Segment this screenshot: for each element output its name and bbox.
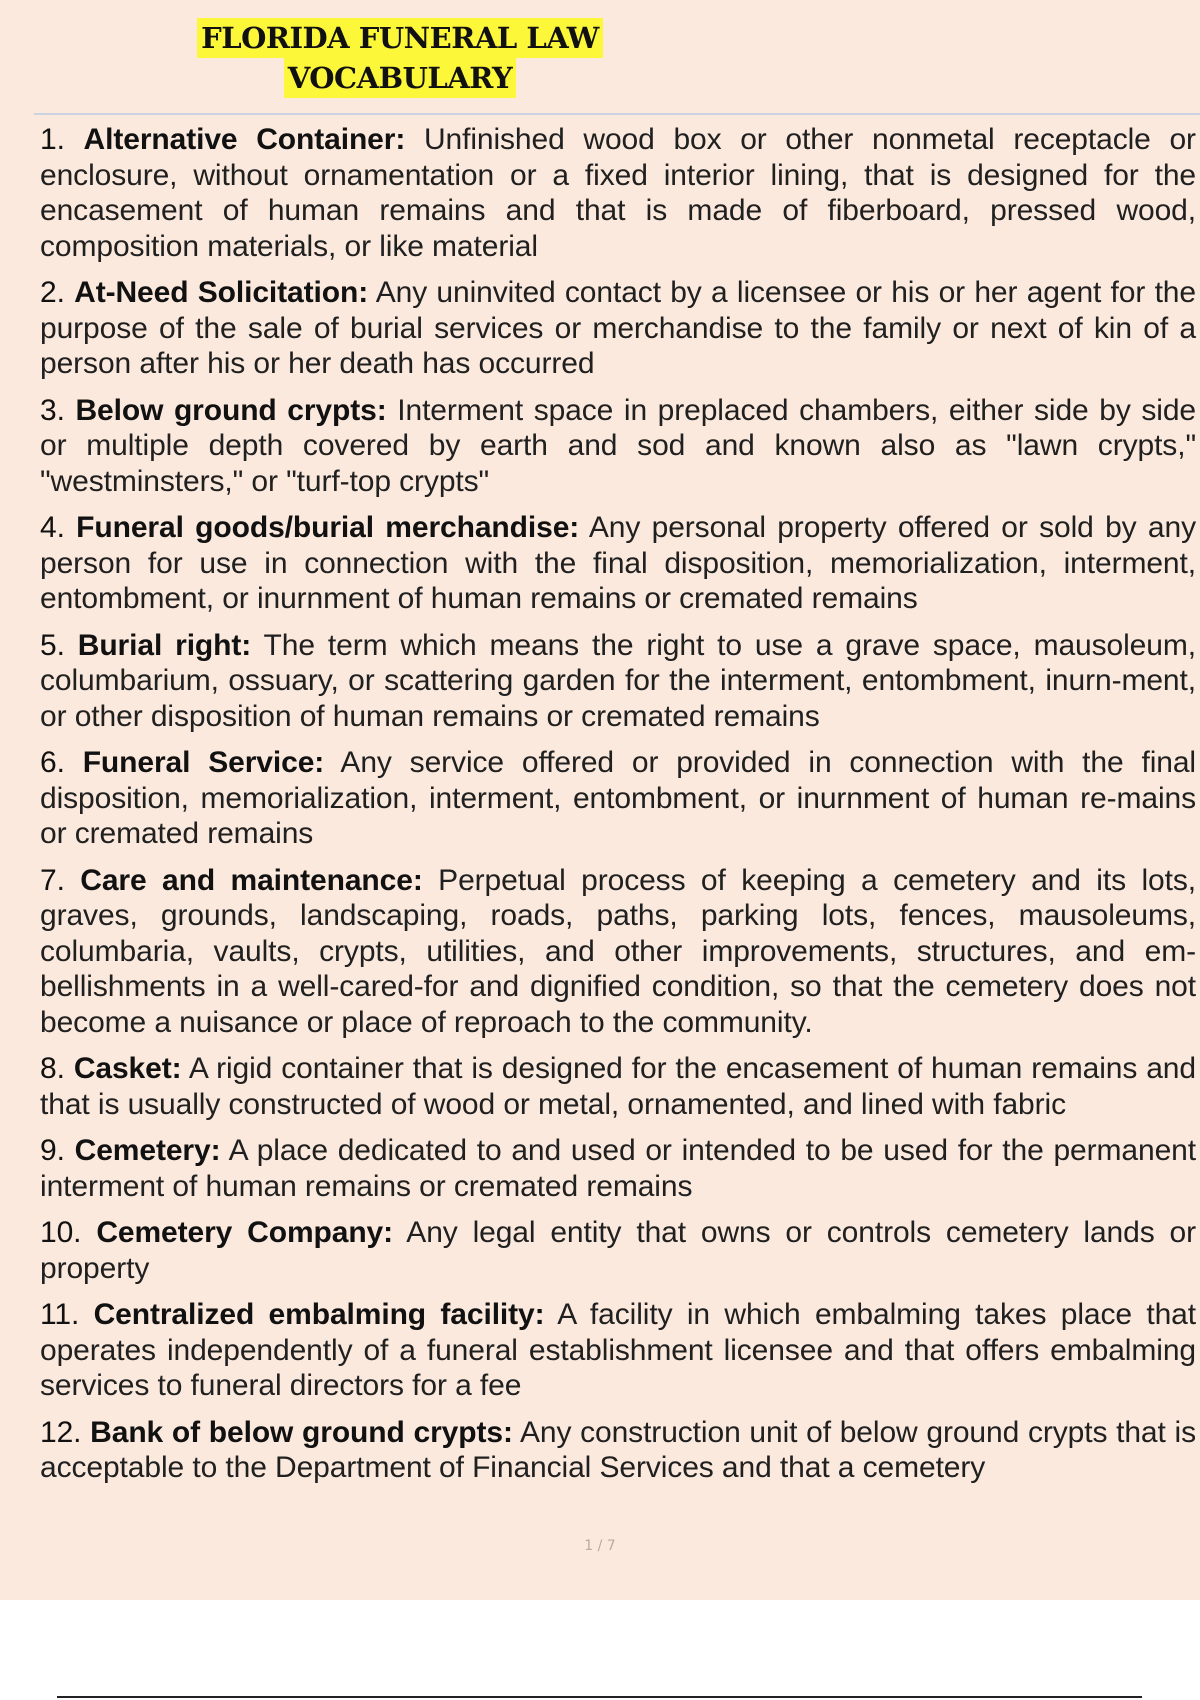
entry-term: Centralized embalming facility: [93, 1298, 545, 1331]
entry-term: Bank of below ground crypts: [90, 1415, 513, 1449]
entry-definition: A rigid container that is designed for the encasement of human remains and that is usually constructed of wood or metal, ornamented, and lined with fabric [40, 1052, 1196, 1121]
entry-definition: Perpetual process of keeping a cemetery and its lots, graves, grounds, landscaping, roads, paths, parking lots, fences, mausoleums, columbaria, vaults, crypts, utilities, and other improvements, structures, and em-bellishments in a well-cared-for and dignified condition, so that the cemetery does not become a nuisance or place of reproach to the community. [40, 863, 1196, 1039]
entry-number: 2. [40, 276, 65, 309]
entry-number: 9. [40, 1134, 65, 1167]
entry-definition: Any personal property offered or sold by any person for use in connection with the final disposition, memorialization, interment, entombment, or inurnment of human remains or cremated remains [40, 511, 1196, 615]
entry-definition: The term which means the right to use a grave space, mausoleum, columbarium, ossuary, or scattering garden for the interment, entombment, inurn-ment, or other disposition of human remains or cremated remains [40, 628, 1196, 733]
entry-term: Alternative Container: [83, 123, 406, 156]
entry-number: 12. [40, 1415, 82, 1449]
entry-definition: Interment space in preplaced chambers, either side by side or multiple depth covered by earth and sod and known also as "lawn crypts," "westminsters," or "turf-top crypts" [40, 393, 1196, 498]
entry-number: 7. [40, 863, 65, 897]
vocabulary-entry [40, 510, 1196, 617]
entry-definition: Any service offered or provided in connection with the final disposition, memorialization, interment, entombment, or inurnment of human re-mains or cremated remains [40, 746, 1196, 850]
entry-number: 5. [40, 628, 65, 662]
entry-term: Cemetery: [74, 1134, 221, 1167]
vocabulary-entry [40, 863, 1196, 1041]
page-indicator: 1 / 7 [584, 1538, 616, 1554]
entry-term: Burial right: [77, 628, 252, 662]
title-line-1: FLORIDA FUNERAL LAW [197, 18, 603, 58]
vocabulary-entry [40, 275, 1196, 382]
entry-definition: A place dedicated to and used or intended to be used for the permanent interment of human remains or cremated remains [40, 1134, 1196, 1203]
bottom-divider [57, 1696, 1142, 1698]
vocabulary-entry [40, 745, 1196, 852]
entry-term: At-Need Solicitation: [74, 276, 369, 309]
entry-number: 4. [40, 511, 65, 544]
vocabulary-list [40, 122, 1196, 1497]
entry-definition: Any construction unit of below ground crypts that is acceptable to the Department of Financial Services and that a cemetery [40, 1415, 1196, 1484]
title-divider [34, 113, 1200, 115]
entry-number: 8. [40, 1052, 65, 1085]
vocabulary-entry [40, 628, 1196, 735]
entry-number: 1. [40, 123, 65, 156]
entry-term: Funeral goods/burial merchandise: [76, 511, 580, 544]
entry-term: Cemetery Company: [96, 1216, 394, 1249]
vocabulary-entry [40, 1215, 1196, 1286]
entry-number: 3. [40, 393, 65, 427]
entry-number: 10. [40, 1216, 82, 1249]
entry-term: Care and maintenance: [80, 863, 423, 897]
vocabulary-entry [40, 122, 1196, 264]
entry-number: 11. [40, 1298, 80, 1331]
document-title [0, 18, 800, 98]
vocabulary-entry [40, 1051, 1196, 1122]
vocabulary-entry [40, 393, 1196, 500]
vocabulary-entry [40, 1415, 1196, 1486]
entry-term: Funeral Service: [82, 746, 325, 779]
title-line-2: VOCABULARY [284, 58, 516, 98]
entry-term: Casket: [73, 1052, 182, 1085]
entry-definition: Unfinished wood box or other nonmetal receptacle or enclosure, without ornamentation or a fixed interior lining, that is designed for the encasement of human remains and that is made of fiberboard, pressed wood, composition materials, or like material [40, 123, 1196, 263]
entry-definition: A facility in which embalming takes place that operates independently of a funeral establishment licensee and that offers embalming services to funeral directors for a fee [40, 1298, 1196, 1402]
vocabulary-entry [40, 1297, 1196, 1404]
entry-number: 6. [40, 746, 65, 779]
vocabulary-entry [40, 1133, 1196, 1204]
entry-term: Below ground crypts: [75, 393, 387, 427]
entry-definition: Any uninvited contact by a licensee or his or her agent for the purpose of the sale of burial services or merchandise to the family or next of kin of a person after his or her death has occurred [40, 276, 1196, 380]
entry-definition: Any legal entity that owns or controls cemetery lands or property [40, 1216, 1196, 1285]
